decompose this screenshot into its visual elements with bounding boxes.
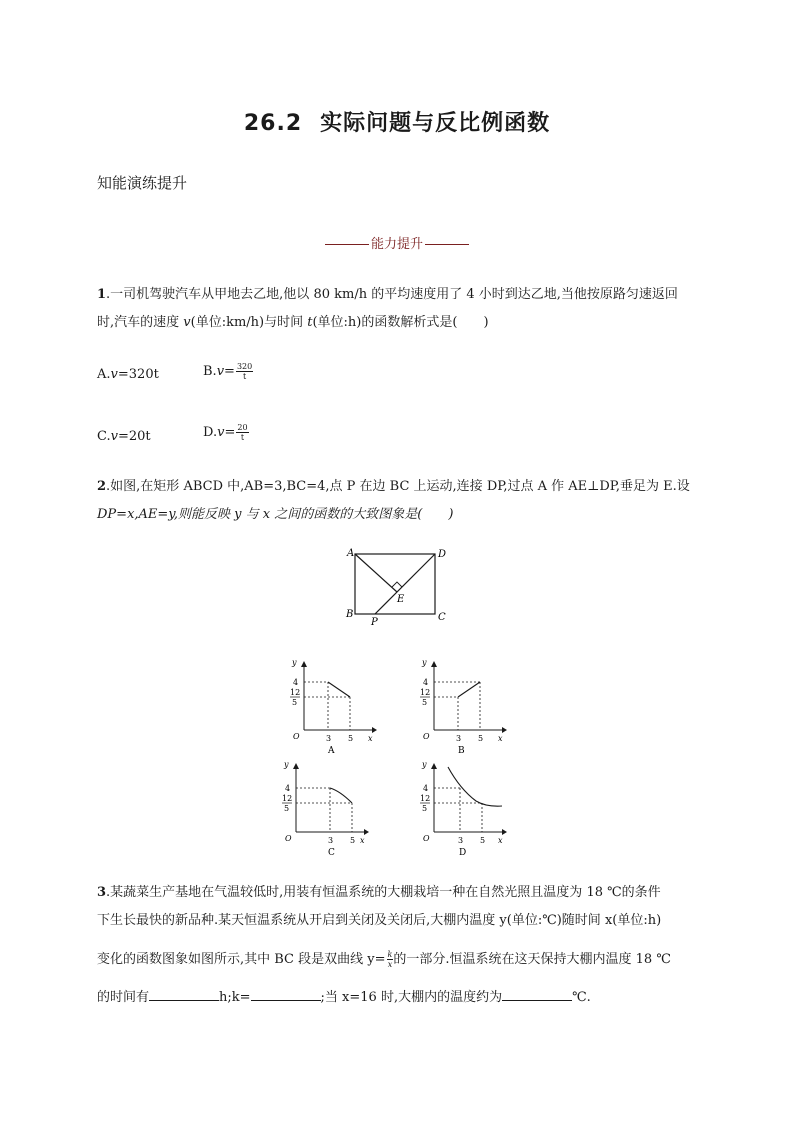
subsection-heading xyxy=(0,233,794,252)
option-d-fraction xyxy=(236,423,248,442)
q3-number: 3 xyxy=(97,885,107,900)
axis-y-label: y xyxy=(284,760,289,769)
segment-ae xyxy=(355,554,397,592)
graph-option-d[interactable] xyxy=(414,757,514,859)
graph-option-a[interactable] xyxy=(284,655,384,755)
tick-4: 4 xyxy=(293,678,299,687)
label-a: A xyxy=(347,548,355,559)
option-d-label: D. xyxy=(203,425,218,440)
option-b-den: t xyxy=(242,372,247,381)
label-e: E xyxy=(397,594,405,605)
q2-line1 xyxy=(97,478,690,496)
axis-x-label: x xyxy=(360,836,365,845)
q1-line2 xyxy=(97,314,489,332)
tick-x5: 5 xyxy=(478,734,484,743)
q3-text4a: 的时间有 xyxy=(97,990,150,1005)
axis-x-label: x xyxy=(498,734,503,743)
y-arrow xyxy=(293,763,299,769)
option-c-expr: =20t xyxy=(117,429,151,444)
x-arrow xyxy=(372,727,377,733)
title-text: 实际问题与反比例函数 xyxy=(320,111,551,136)
q1-number: 1 xyxy=(97,287,107,302)
origin-label: O xyxy=(423,834,430,843)
tick-4: 4 xyxy=(423,678,429,687)
q3-line3 xyxy=(97,950,671,969)
axis-x-label: x xyxy=(498,836,503,845)
curve-c xyxy=(330,788,352,803)
q1-option-c[interactable] xyxy=(97,429,151,444)
graph-label-c: C xyxy=(328,848,335,858)
y-arrow xyxy=(301,661,307,667)
option-a-var: v xyxy=(110,367,118,382)
tick-x3: 3 xyxy=(456,734,462,743)
option-c-label: C. xyxy=(97,429,111,444)
axis-y-label: y xyxy=(422,760,427,769)
q2-text2: DP=x,AE=y,则能反映 y 与 x 之间的函数的大致图象是( ) xyxy=(97,507,454,522)
q3-frac-num: k xyxy=(387,950,393,959)
graph-option-c[interactable] xyxy=(276,757,376,859)
q3-text4c: ;当 x=16 时,大棚内的温度约为 xyxy=(320,990,503,1005)
q2-text1: .如图,在矩形 ABCD 中,AB=3,BC=4,点 P 在边 BC 上运动,连接 DP,过点 A 作 AE⊥DP,垂足为 E.设 xyxy=(106,479,690,494)
q1-var-v: v xyxy=(183,315,191,330)
x-arrow xyxy=(502,727,507,733)
option-a-expr: =320t xyxy=(117,367,159,382)
y-arrow xyxy=(431,661,437,667)
tick-x3: 3 xyxy=(328,836,334,845)
option-b-fraction xyxy=(236,362,253,381)
option-b-var: v xyxy=(216,364,225,379)
q3-text4d: ℃. xyxy=(572,990,591,1005)
q2-line2 xyxy=(97,506,453,524)
curve-b xyxy=(458,682,480,697)
y-arrow xyxy=(431,763,437,769)
option-b-label: B. xyxy=(203,364,217,379)
blank-temperature[interactable] xyxy=(502,988,572,1001)
q3-text3b: 的一部分.恒温系统在这天保持大棚内温度 18 ℃ xyxy=(393,952,671,967)
axis-y-label: y xyxy=(422,658,427,667)
right-angle-mark xyxy=(392,582,402,587)
tick-x3: 3 xyxy=(458,836,464,845)
page-title xyxy=(0,106,794,137)
q1-text2a: 时,汽车的速度 xyxy=(97,315,184,330)
option-c-var: v xyxy=(110,429,118,444)
graph-label-b: B xyxy=(458,746,465,755)
tick-12-num: 12 xyxy=(290,688,301,697)
option-d-den: t xyxy=(240,433,245,442)
x-arrow xyxy=(364,829,369,835)
label-b: B xyxy=(346,609,354,620)
q3-line2 xyxy=(97,912,661,930)
q3-text4b: h;k= xyxy=(219,990,251,1005)
q1-text2c: (单位:km/h)与时间 xyxy=(190,315,308,330)
tick-x5: 5 xyxy=(350,836,356,845)
q2-number: 2 xyxy=(97,479,107,494)
tick-x5: 5 xyxy=(348,734,354,743)
right-rule xyxy=(425,244,469,245)
tick-5-den: 5 xyxy=(292,698,298,707)
subsection-text: 能力提升 xyxy=(370,237,423,252)
option-d-num: 20 xyxy=(237,423,248,432)
label-p: P xyxy=(371,617,378,628)
option-a-label: A. xyxy=(97,367,111,382)
label-d: D xyxy=(438,549,447,560)
q3-frac-den: x xyxy=(387,960,393,969)
option-b-eq: = xyxy=(224,364,235,379)
graph-label-a: A xyxy=(328,746,335,755)
q1-option-d[interactable] xyxy=(203,423,249,442)
left-rule xyxy=(325,244,369,245)
q3-text2: 下生长最快的新品种.某天恒温系统从开启到关闭及关闭后,大棚内温度 y(单位:℃)随时间 x(单位:h) xyxy=(97,913,662,928)
tick-12-num: 12 xyxy=(282,794,293,803)
q3-line4 xyxy=(97,988,591,1007)
title-number: 26.2 xyxy=(243,111,303,136)
q3-text1: .某蔬菜生产基地在气温较低时,用装有恒温系统的大棚栽培一种在自然光照且温度为 18 ℃的条件 xyxy=(106,885,661,900)
tick-4: 4 xyxy=(285,784,291,793)
graph-option-b[interactable] xyxy=(414,655,514,755)
tick-5-den: 5 xyxy=(422,698,428,707)
q1-option-a[interactable] xyxy=(97,367,159,382)
axis-x-label: x xyxy=(368,734,373,743)
tick-x5: 5 xyxy=(480,836,486,845)
q1-text1: .一司机驾驶汽车从甲地去乙地,他以 80 km/h 的平均速度用了 4 小时到达乙地,当他按原路匀速返回 xyxy=(106,287,678,302)
q3-text3a: 变化的函数图象如图所示,其中 BC 段是双曲线 y= xyxy=(97,952,386,967)
tick-12-num: 12 xyxy=(420,688,431,697)
q1-option-b[interactable] xyxy=(203,362,253,381)
tick-5-den: 5 xyxy=(284,804,290,813)
q1-line1 xyxy=(97,286,678,304)
option-d-eq: = xyxy=(224,425,236,440)
curve-a xyxy=(328,682,350,697)
origin-label: O xyxy=(285,834,292,843)
origin-label: O xyxy=(293,732,300,741)
axis-y-label: y xyxy=(292,658,297,667)
label-c: C xyxy=(438,612,446,623)
q1-text2e: (单位:h)的函数解析式是( ) xyxy=(312,315,489,330)
tick-12-num: 12 xyxy=(420,794,431,803)
blank-k[interactable] xyxy=(251,988,321,1001)
tick-x3: 3 xyxy=(326,734,332,743)
blank-hours[interactable] xyxy=(149,988,219,1001)
graph-label-d: D xyxy=(459,848,467,858)
section-heading: 知能演练提升 xyxy=(97,174,188,192)
option-d-var: v xyxy=(217,425,225,440)
tick-4: 4 xyxy=(423,784,429,793)
q1-var-t: t xyxy=(307,315,313,330)
curve-d xyxy=(448,767,502,806)
origin-label: O xyxy=(423,732,430,741)
rectangle-figure xyxy=(340,544,455,628)
segment-dp xyxy=(375,554,435,614)
x-arrow xyxy=(502,829,507,835)
tick-5-den: 5 xyxy=(422,804,428,813)
option-b-num: 320 xyxy=(236,362,253,371)
q3-line1 xyxy=(97,884,661,902)
